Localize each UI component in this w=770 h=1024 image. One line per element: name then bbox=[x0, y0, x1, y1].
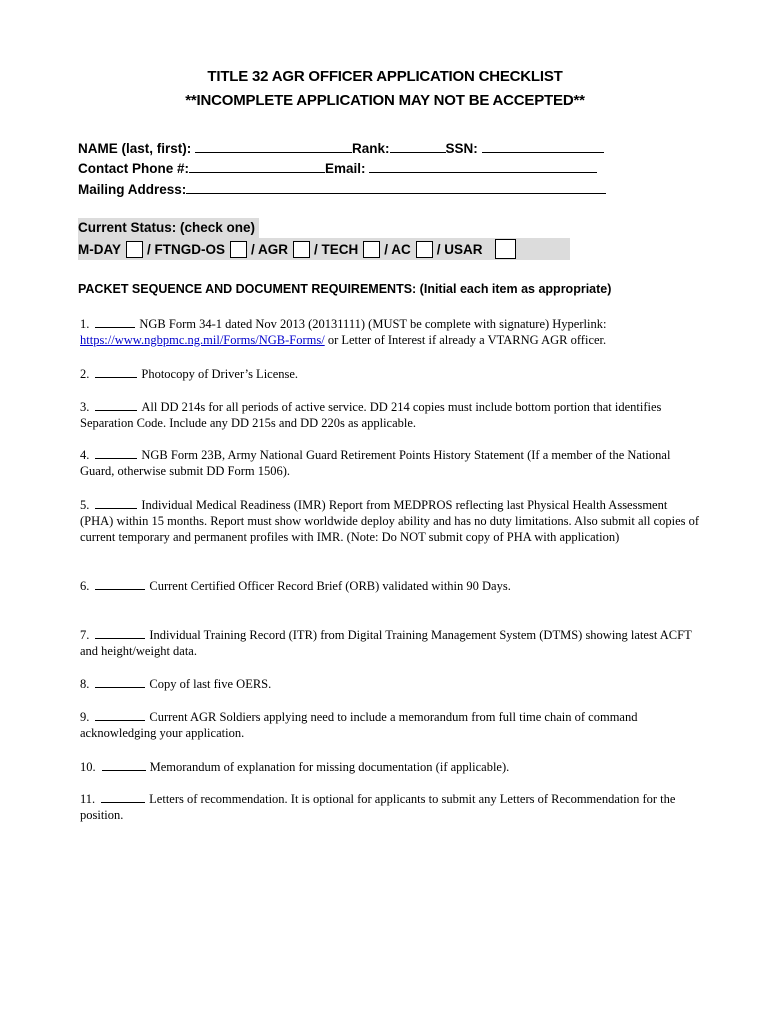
requirement-item-11 bbox=[80, 791, 700, 823]
phone-field[interactable] bbox=[189, 158, 325, 173]
item-number: 10. bbox=[80, 760, 96, 774]
item-number: 4. bbox=[80, 448, 90, 462]
status-label-ac: / AC bbox=[384, 241, 411, 257]
initials-blank[interactable] bbox=[95, 447, 137, 459]
item-text: Current AGR Soldiers applying need to include a memorandum from full time chain of command acknowledging your application. bbox=[80, 710, 638, 740]
item-number: 11. bbox=[80, 792, 96, 806]
current-status-block bbox=[78, 218, 570, 260]
page-subtitle: **INCOMPLETE APPLICATION MAY NOT BE ACCEPTED** bbox=[185, 92, 585, 109]
requirement-item-5 bbox=[80, 497, 700, 545]
ssn-label: SSN: bbox=[445, 141, 478, 156]
item-text: Photocopy of Driver’s License. bbox=[141, 367, 299, 381]
checkbox-ac[interactable] bbox=[416, 241, 433, 258]
name-rank-ssn-row bbox=[78, 138, 604, 156]
name-field[interactable] bbox=[195, 138, 352, 153]
item-number: 9. bbox=[80, 710, 90, 724]
rank-field[interactable] bbox=[390, 138, 446, 153]
checkbox-ftngd-os[interactable] bbox=[230, 241, 247, 258]
status-heading: Current Status: (check one) bbox=[78, 218, 259, 238]
checkbox-agr[interactable] bbox=[293, 241, 310, 258]
status-option-usar bbox=[437, 239, 520, 259]
item-text: NGB Form 23B, Army National Guard Retirement Points History Statement (If a member of the National Guard, otherwise submit DD Form 1506). bbox=[80, 448, 671, 478]
status-option-ftngd-os bbox=[147, 241, 251, 258]
status-option-mday bbox=[78, 241, 147, 258]
item-text-continued: or Letter of Interest if already a VTARNG AGR officer. bbox=[324, 333, 607, 347]
requirement-item-7 bbox=[80, 627, 700, 659]
item-text: Memorandum of explanation for missing documentation (if applicable). bbox=[149, 760, 510, 774]
address-field[interactable] bbox=[186, 179, 606, 194]
status-label-ftngd-os: / FTNGD-OS bbox=[147, 241, 226, 257]
initials-blank[interactable] bbox=[95, 709, 145, 721]
initials-blank[interactable] bbox=[95, 676, 145, 688]
initials-blank[interactable] bbox=[95, 578, 145, 590]
item-text: Individual Training Record (ITR) from Digital Training Management System (DTMS) showing latest ACFT and height/weight data. bbox=[80, 628, 692, 658]
requirement-item-10 bbox=[80, 759, 700, 775]
phone-label: Contact Phone #: bbox=[78, 161, 190, 176]
status-options bbox=[78, 238, 570, 260]
item-number: 5. bbox=[80, 498, 90, 512]
status-option-tech bbox=[314, 241, 384, 258]
ssn-field[interactable] bbox=[482, 138, 604, 153]
name-label: NAME (last, first): bbox=[78, 141, 192, 156]
address-label: Mailing Address: bbox=[78, 182, 187, 197]
status-label-tech: / TECH bbox=[314, 241, 359, 257]
initials-blank[interactable] bbox=[95, 399, 137, 411]
requirement-item-2 bbox=[80, 366, 700, 382]
status-option-ac bbox=[384, 241, 437, 258]
status-label-agr: / AGR bbox=[251, 241, 289, 257]
status-label-usar: / USAR bbox=[436, 241, 483, 257]
initials-blank[interactable] bbox=[102, 759, 146, 771]
initials-blank[interactable] bbox=[95, 316, 135, 328]
requirements-heading: PACKET SEQUENCE AND DOCUMENT REQUIREMENTS: (Initial each item as appropriate) bbox=[78, 282, 612, 296]
rank-label: Rank: bbox=[352, 141, 390, 156]
requirement-item-8 bbox=[80, 676, 700, 692]
checkbox-usar[interactable] bbox=[495, 239, 516, 259]
initials-blank[interactable] bbox=[95, 627, 145, 639]
address-row bbox=[78, 179, 606, 197]
item-number: 2. bbox=[80, 367, 90, 381]
initials-blank[interactable] bbox=[101, 791, 145, 803]
item-text: Individual Medical Readiness (IMR) Report from MEDPROS reflecting last Physical Health Assessment (PHA) within 15 months. Report must show worldwide deploy ability and has no duty limitations. Also submit all copies of current temporary and permanent profiles with IMR. (Note: Do NOT submit copy of PHA with application) bbox=[80, 498, 700, 544]
requirement-item-6 bbox=[80, 578, 700, 594]
email-label: Email: bbox=[325, 161, 366, 176]
item-text: Current Certified Officer Record Brief (ORB) validated within 90 Days. bbox=[149, 579, 511, 593]
item-text: All DD 214s for all periods of active service. DD 214 copies must include bottom portion that identifies Separation Code. Include any DD 215s and DD 220s as applicable. bbox=[80, 400, 662, 430]
initials-blank[interactable] bbox=[95, 366, 137, 378]
requirement-item-3 bbox=[80, 399, 700, 431]
item-number: 1. bbox=[80, 317, 90, 331]
item-number: 6. bbox=[80, 579, 90, 593]
requirement-item-4 bbox=[80, 447, 700, 479]
requirement-item-9 bbox=[80, 709, 700, 741]
item-number: 3. bbox=[80, 400, 90, 414]
phone-email-row bbox=[78, 158, 597, 176]
item-text: Copy of last five OERS. bbox=[149, 677, 272, 691]
item-text: NGB Form 34-1 dated Nov 2013 (20131111) (MUST be complete with signature) Hyperlink: bbox=[139, 317, 607, 331]
requirement-item-1 bbox=[80, 316, 700, 348]
email-field[interactable] bbox=[369, 158, 597, 173]
page-title: TITLE 32 AGR OFFICER APPLICATION CHECKLIST bbox=[207, 68, 563, 85]
checkbox-mday[interactable] bbox=[126, 241, 143, 258]
status-label-mday: M-DAY bbox=[78, 241, 122, 257]
ngb-forms-link[interactable]: https://www.ngbpmc.ng.mil/Forms/NGB-Forms/ bbox=[80, 333, 325, 347]
status-option-agr bbox=[251, 241, 314, 258]
item-number: 7. bbox=[80, 628, 90, 642]
item-number: 8. bbox=[80, 677, 90, 691]
initials-blank[interactable] bbox=[95, 497, 137, 509]
checkbox-tech[interactable] bbox=[363, 241, 380, 258]
item-text: Letters of recommendation. It is optional for applicants to submit any Letters of Recommendation for the position. bbox=[80, 792, 676, 822]
